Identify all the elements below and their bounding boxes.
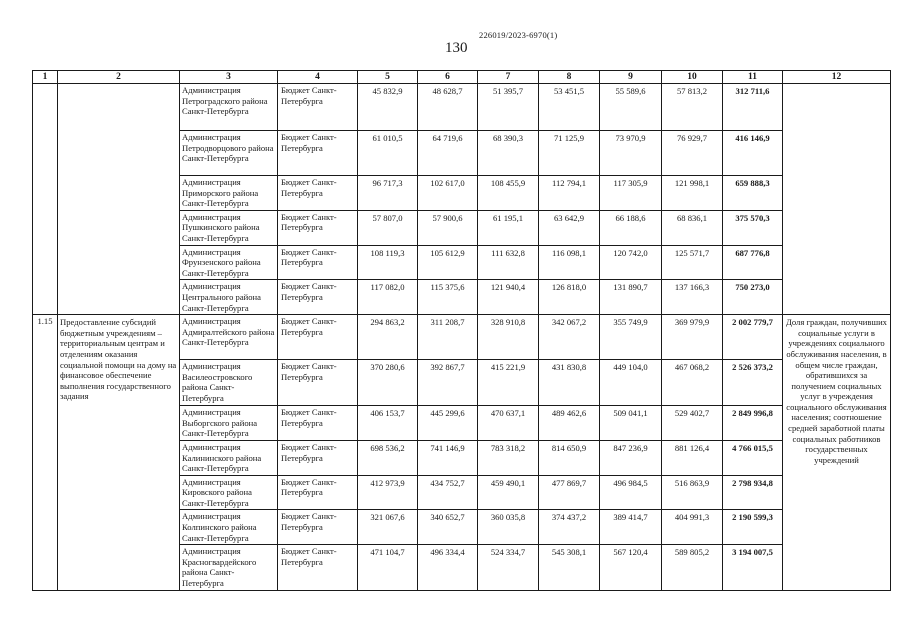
value-cell: 404 991,3 (662, 510, 723, 545)
value-cell: 61 195,1 (478, 210, 539, 245)
administration-cell: Администрация Фрунзенского района Санкт-Петербурга (180, 245, 278, 280)
column-header: 4 (278, 71, 358, 84)
value-cell: 369 979,9 (662, 315, 723, 360)
total-cell: 3 194 007,5 (723, 545, 783, 591)
value-cell: 53 451,5 (539, 84, 600, 131)
value-cell: 57 807,0 (358, 210, 418, 245)
total-cell: 416 146,9 (723, 131, 783, 176)
page-number: 130 (445, 40, 468, 56)
value-cell: 847 236,9 (600, 440, 662, 475)
column-header: 12 (783, 71, 891, 84)
total-cell: 2 798 934,8 (723, 475, 783, 510)
funding-source-cell: Бюджет Санкт-Петербурга (278, 210, 358, 245)
column-header: 5 (358, 71, 418, 84)
value-cell: 57 900,6 (418, 210, 478, 245)
administration-cell: Администрация Калининского района Санкт-Петербурга (180, 440, 278, 475)
administration-cell: Администрация Выборгского района Санкт-Петербурга (180, 406, 278, 441)
value-cell: 392 867,7 (418, 360, 478, 406)
value-cell: 48 628,7 (418, 84, 478, 131)
value-cell: 115 375,6 (418, 280, 478, 315)
total-cell: 2 190 599,3 (723, 510, 783, 545)
value-cell: 467 068,2 (662, 360, 723, 406)
value-cell: 76 929,7 (662, 131, 723, 176)
value-cell: 68 390,3 (478, 131, 539, 176)
value-cell: 116 098,1 (539, 245, 600, 280)
value-cell: 529 402,7 (662, 406, 723, 441)
value-cell: 57 813,2 (662, 84, 723, 131)
total-cell: 750 273,0 (723, 280, 783, 315)
administration-cell: Администрация Красногвардейского района Санкт-Петербурга (180, 545, 278, 591)
funding-source-cell: Бюджет Санкт-Петербурга (278, 406, 358, 441)
column-header: 10 (662, 71, 723, 84)
value-cell: 340 652,7 (418, 510, 478, 545)
administration-cell: Администрация Колпинского района Санкт-Петербурга (180, 510, 278, 545)
total-cell: 375 570,3 (723, 210, 783, 245)
funding-source-cell: Бюджет Санкт-Петербурга (278, 131, 358, 176)
value-cell: 431 830,8 (539, 360, 600, 406)
value-cell: 121 998,1 (662, 176, 723, 211)
total-cell: 2 526 373,2 (723, 360, 783, 406)
value-cell: 102 617,0 (418, 176, 478, 211)
value-cell: 567 120,4 (600, 545, 662, 591)
funding-source-cell: Бюджет Санкт-Петербурга (278, 510, 358, 545)
value-cell: 73 970,9 (600, 131, 662, 176)
budget-table (32, 70, 891, 591)
value-cell: 111 632,8 (478, 245, 539, 280)
value-cell: 96 717,3 (358, 176, 418, 211)
value-cell: 120 742,0 (600, 245, 662, 280)
value-cell: 321 067,6 (358, 510, 418, 545)
table-row (33, 315, 891, 360)
value-cell: 342 067,2 (539, 315, 600, 360)
total-cell: 687 776,8 (723, 245, 783, 280)
measure-description-cell: Предоставление субсидий бюджетным учреждениям – территориальным центрам и отделениям оказания социальной помощи на дому на финансовое обеспечение выполнения государственного задания (58, 315, 180, 591)
value-cell: 131 890,7 (600, 280, 662, 315)
column-header: 8 (539, 71, 600, 84)
value-cell: 524 334,7 (478, 545, 539, 591)
column-header: 3 (180, 71, 278, 84)
funding-source-cell: Бюджет Санкт-Петербурга (278, 280, 358, 315)
value-cell: 125 571,7 (662, 245, 723, 280)
funding-source-cell: Бюджет Санкт-Петербурга (278, 475, 358, 510)
column-header: 9 (600, 71, 662, 84)
value-cell: 470 637,1 (478, 406, 539, 441)
value-cell: 406 153,7 (358, 406, 418, 441)
value-cell: 108 455,9 (478, 176, 539, 211)
value-cell: 489 462,6 (539, 406, 600, 441)
value-cell: 51 395,7 (478, 84, 539, 131)
value-cell: 415 221,9 (478, 360, 539, 406)
value-cell: 121 940,4 (478, 280, 539, 315)
total-cell: 659 888,3 (723, 176, 783, 211)
value-cell: 137 166,3 (662, 280, 723, 315)
value-cell: 370 280,6 (358, 360, 418, 406)
value-cell: 471 104,7 (358, 545, 418, 591)
column-header: 6 (418, 71, 478, 84)
administration-cell: Администрация Василеостровского района Санкт-Петербурга (180, 360, 278, 406)
document-id: 226019/2023-6970(1) (479, 30, 558, 40)
value-cell: 814 650,9 (539, 440, 600, 475)
value-cell: 477 869,7 (539, 475, 600, 510)
value-cell: 328 910,8 (478, 315, 539, 360)
value-cell: 105 612,9 (418, 245, 478, 280)
value-cell: 389 414,7 (600, 510, 662, 545)
value-cell: 459 490,1 (478, 475, 539, 510)
value-cell: 545 308,1 (539, 545, 600, 591)
value-cell: 374 437,2 (539, 510, 600, 545)
value-cell: 449 104,0 (600, 360, 662, 406)
value-cell: 360 035,8 (478, 510, 539, 545)
total-cell: 2 002 779,7 (723, 315, 783, 360)
funding-source-cell: Бюджет Санкт-Петербурга (278, 360, 358, 406)
administration-cell: Администрация Центрального района Санкт-Петербурга (180, 280, 278, 315)
total-cell: 4 766 015,5 (723, 440, 783, 475)
value-cell: 881 126,4 (662, 440, 723, 475)
value-cell: 698 536,2 (358, 440, 418, 475)
funding-source-cell: Бюджет Санкт-Петербурга (278, 545, 358, 591)
indicator-cell: Доля граждан, получивших социальные услуги в учреждениях социального обслуживания населения, в общем числе граждан, обратившихся за получением социальных услуг в учреждения социального обслуживания населения; соотношение средней заработной платы социальных работников государственных учреждений (783, 315, 891, 591)
value-cell: 112 794,1 (539, 176, 600, 211)
column-header: 11 (723, 71, 783, 84)
value-cell: 412 973,9 (358, 475, 418, 510)
funding-source-cell: Бюджет Санкт-Петербурга (278, 84, 358, 131)
value-cell: 294 863,2 (358, 315, 418, 360)
column-header: 2 (58, 71, 180, 84)
value-cell: 445 299,6 (418, 406, 478, 441)
table-row (33, 84, 891, 131)
value-cell: 117 305,9 (600, 176, 662, 211)
row-index-cell: 1.15 (33, 315, 58, 591)
administration-cell: Администрация Кировского района Санкт-Петербурга (180, 475, 278, 510)
funding-source-cell: Бюджет Санкт-Петербурга (278, 245, 358, 280)
funding-source-cell: Бюджет Санкт-Петербурга (278, 176, 358, 211)
administration-cell: Администрация Петроградского района Санкт-Петербурга (180, 84, 278, 131)
value-cell: 45 832,9 (358, 84, 418, 131)
value-cell: 434 752,7 (418, 475, 478, 510)
value-cell: 68 836,1 (662, 210, 723, 245)
value-cell: 496 334,4 (418, 545, 478, 591)
value-cell: 117 082,0 (358, 280, 418, 315)
value-cell: 55 589,6 (600, 84, 662, 131)
column-number-row (33, 71, 891, 84)
value-cell: 66 188,6 (600, 210, 662, 245)
administration-cell: Администрация Адмиралтейского района Санкт-Петербурга (180, 315, 278, 360)
administration-cell: Администрация Петродворцового района Санкт-Петербурга (180, 131, 278, 176)
administration-cell: Администрация Пушкинского района Санкт-Петербурга (180, 210, 278, 245)
value-cell: 71 125,9 (539, 131, 600, 176)
row-index-cell (33, 84, 58, 315)
value-cell: 126 818,0 (539, 280, 600, 315)
value-cell: 63 642,9 (539, 210, 600, 245)
value-cell: 496 984,5 (600, 475, 662, 510)
value-cell: 108 119,3 (358, 245, 418, 280)
column-header: 7 (478, 71, 539, 84)
value-cell: 516 863,9 (662, 475, 723, 510)
indicator-cell (783, 84, 891, 315)
funding-source-cell: Бюджет Санкт-Петербурга (278, 315, 358, 360)
funding-source-cell: Бюджет Санкт-Петербурга (278, 440, 358, 475)
column-header: 1 (33, 71, 58, 84)
value-cell: 783 318,2 (478, 440, 539, 475)
administration-cell: Администрация Приморского района Санкт-Петербурга (180, 176, 278, 211)
value-cell: 61 010,5 (358, 131, 418, 176)
total-cell: 312 711,6 (723, 84, 783, 131)
measure-description-cell (58, 84, 180, 315)
total-cell: 2 849 996,8 (723, 406, 783, 441)
value-cell: 741 146,9 (418, 440, 478, 475)
value-cell: 311 208,7 (418, 315, 478, 360)
value-cell: 509 041,1 (600, 406, 662, 441)
value-cell: 64 719,6 (418, 131, 478, 176)
value-cell: 355 749,9 (600, 315, 662, 360)
value-cell: 589 805,2 (662, 545, 723, 591)
